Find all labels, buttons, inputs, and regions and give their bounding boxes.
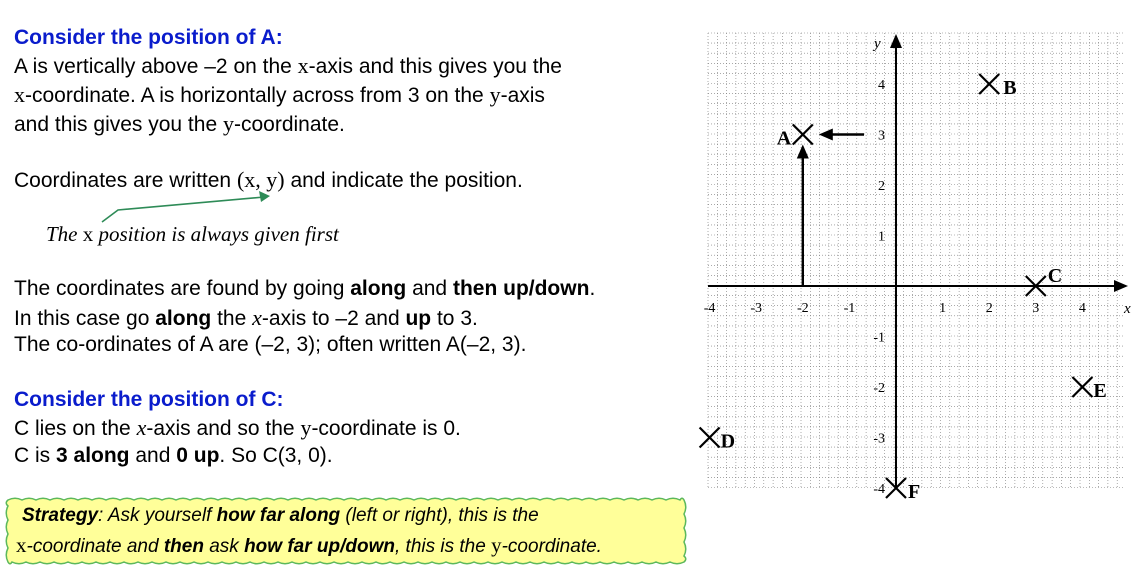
y-axis-label: y: [874, 36, 881, 52]
x-tick-label: -3: [750, 301, 763, 316]
strategy-line-2: x-coordinate and then ask how far up/down, this is the y-coordinate.: [16, 533, 602, 557]
x-tick-label: 3: [1032, 301, 1040, 316]
point-a: [777, 125, 813, 150]
x-tick-label: -1: [843, 301, 856, 316]
paragraph-a-line-2: x-coordinate. A is horizontally across from 3 on the y-axis: [14, 82, 545, 107]
axes: [708, 34, 1131, 489]
x-tick-label: 2: [985, 301, 993, 316]
y-tick-label: -3: [873, 431, 885, 447]
heading-position-c: Consider the position of C:: [14, 388, 284, 411]
point-d: [700, 428, 735, 453]
heading-position-a: Consider the position of A:: [14, 26, 283, 49]
y-tick-label: 2: [878, 179, 885, 194]
point-label-f: F: [908, 481, 921, 503]
horizontal-guide-arrowhead: [819, 129, 833, 141]
x-tick-label: -2: [796, 301, 809, 316]
x-tick-label: -4: [703, 301, 716, 316]
point-label-e: E: [1093, 380, 1107, 402]
point-label-b: B: [1003, 77, 1017, 99]
grid-lines: [708, 33, 1124, 489]
point-f: [886, 478, 920, 503]
y-tick-label: 1: [878, 229, 885, 245]
x-axis-arrowhead: [1114, 280, 1128, 292]
note-arrow: [0, 0, 300, 230]
point-b: [979, 74, 1016, 99]
point-label-c: C: [1047, 265, 1063, 287]
y-tick-label: -2: [873, 381, 885, 396]
paragraph-a-line-1: A is vertically above –2 on the x-axis and this gives you the: [14, 53, 562, 78]
point-c: [1026, 265, 1062, 296]
strategy-box: [4, 496, 688, 566]
found-by-line: The coordinates are found by going along and then up/down.: [14, 277, 596, 300]
y-tick-label: -1: [873, 330, 885, 346]
point-e: [1072, 377, 1106, 402]
x-axis-label: x: [1124, 301, 1131, 317]
c-line-1: C lies on the x-axis and so the y-coordinate is 0.: [14, 415, 461, 440]
y-axis-arrowhead: [890, 34, 902, 48]
point-label-a: A: [776, 127, 792, 150]
c-line-2: C is 3 along and 0 up. So C(3, 0).: [14, 444, 333, 467]
x-tick-label: 4: [1078, 301, 1086, 316]
in-this-case-line: In this case go along the x-axis to –2 and up to 3.: [14, 305, 478, 330]
y-tick-label: 3: [878, 128, 885, 144]
guide-arrows: [797, 129, 864, 287]
coordinates-of-a-line: The co-ordinates of A are (–2, 3); often written A(–2, 3).: [14, 333, 527, 356]
tick-labels: [704, 78, 1086, 497]
vertical-guide-arrowhead: [797, 145, 809, 159]
coordinates-written-line: Coordinates are written (x, y) and indicate the position.: [14, 167, 523, 192]
point-label-d: D: [720, 430, 736, 453]
y-tick-label: -4: [873, 482, 885, 497]
x-first-note: The x position is always given first: [46, 222, 339, 246]
paragraph-a-line-3: and this gives you the y-coordinate.: [14, 111, 345, 136]
coordinate-grid: [690, 20, 1143, 510]
strategy-line-1: Strategy: Ask yourself how far along (left or right), this is the: [22, 505, 539, 526]
y-tick-label: 4: [878, 78, 885, 93]
x-tick-label: 1: [939, 301, 947, 316]
